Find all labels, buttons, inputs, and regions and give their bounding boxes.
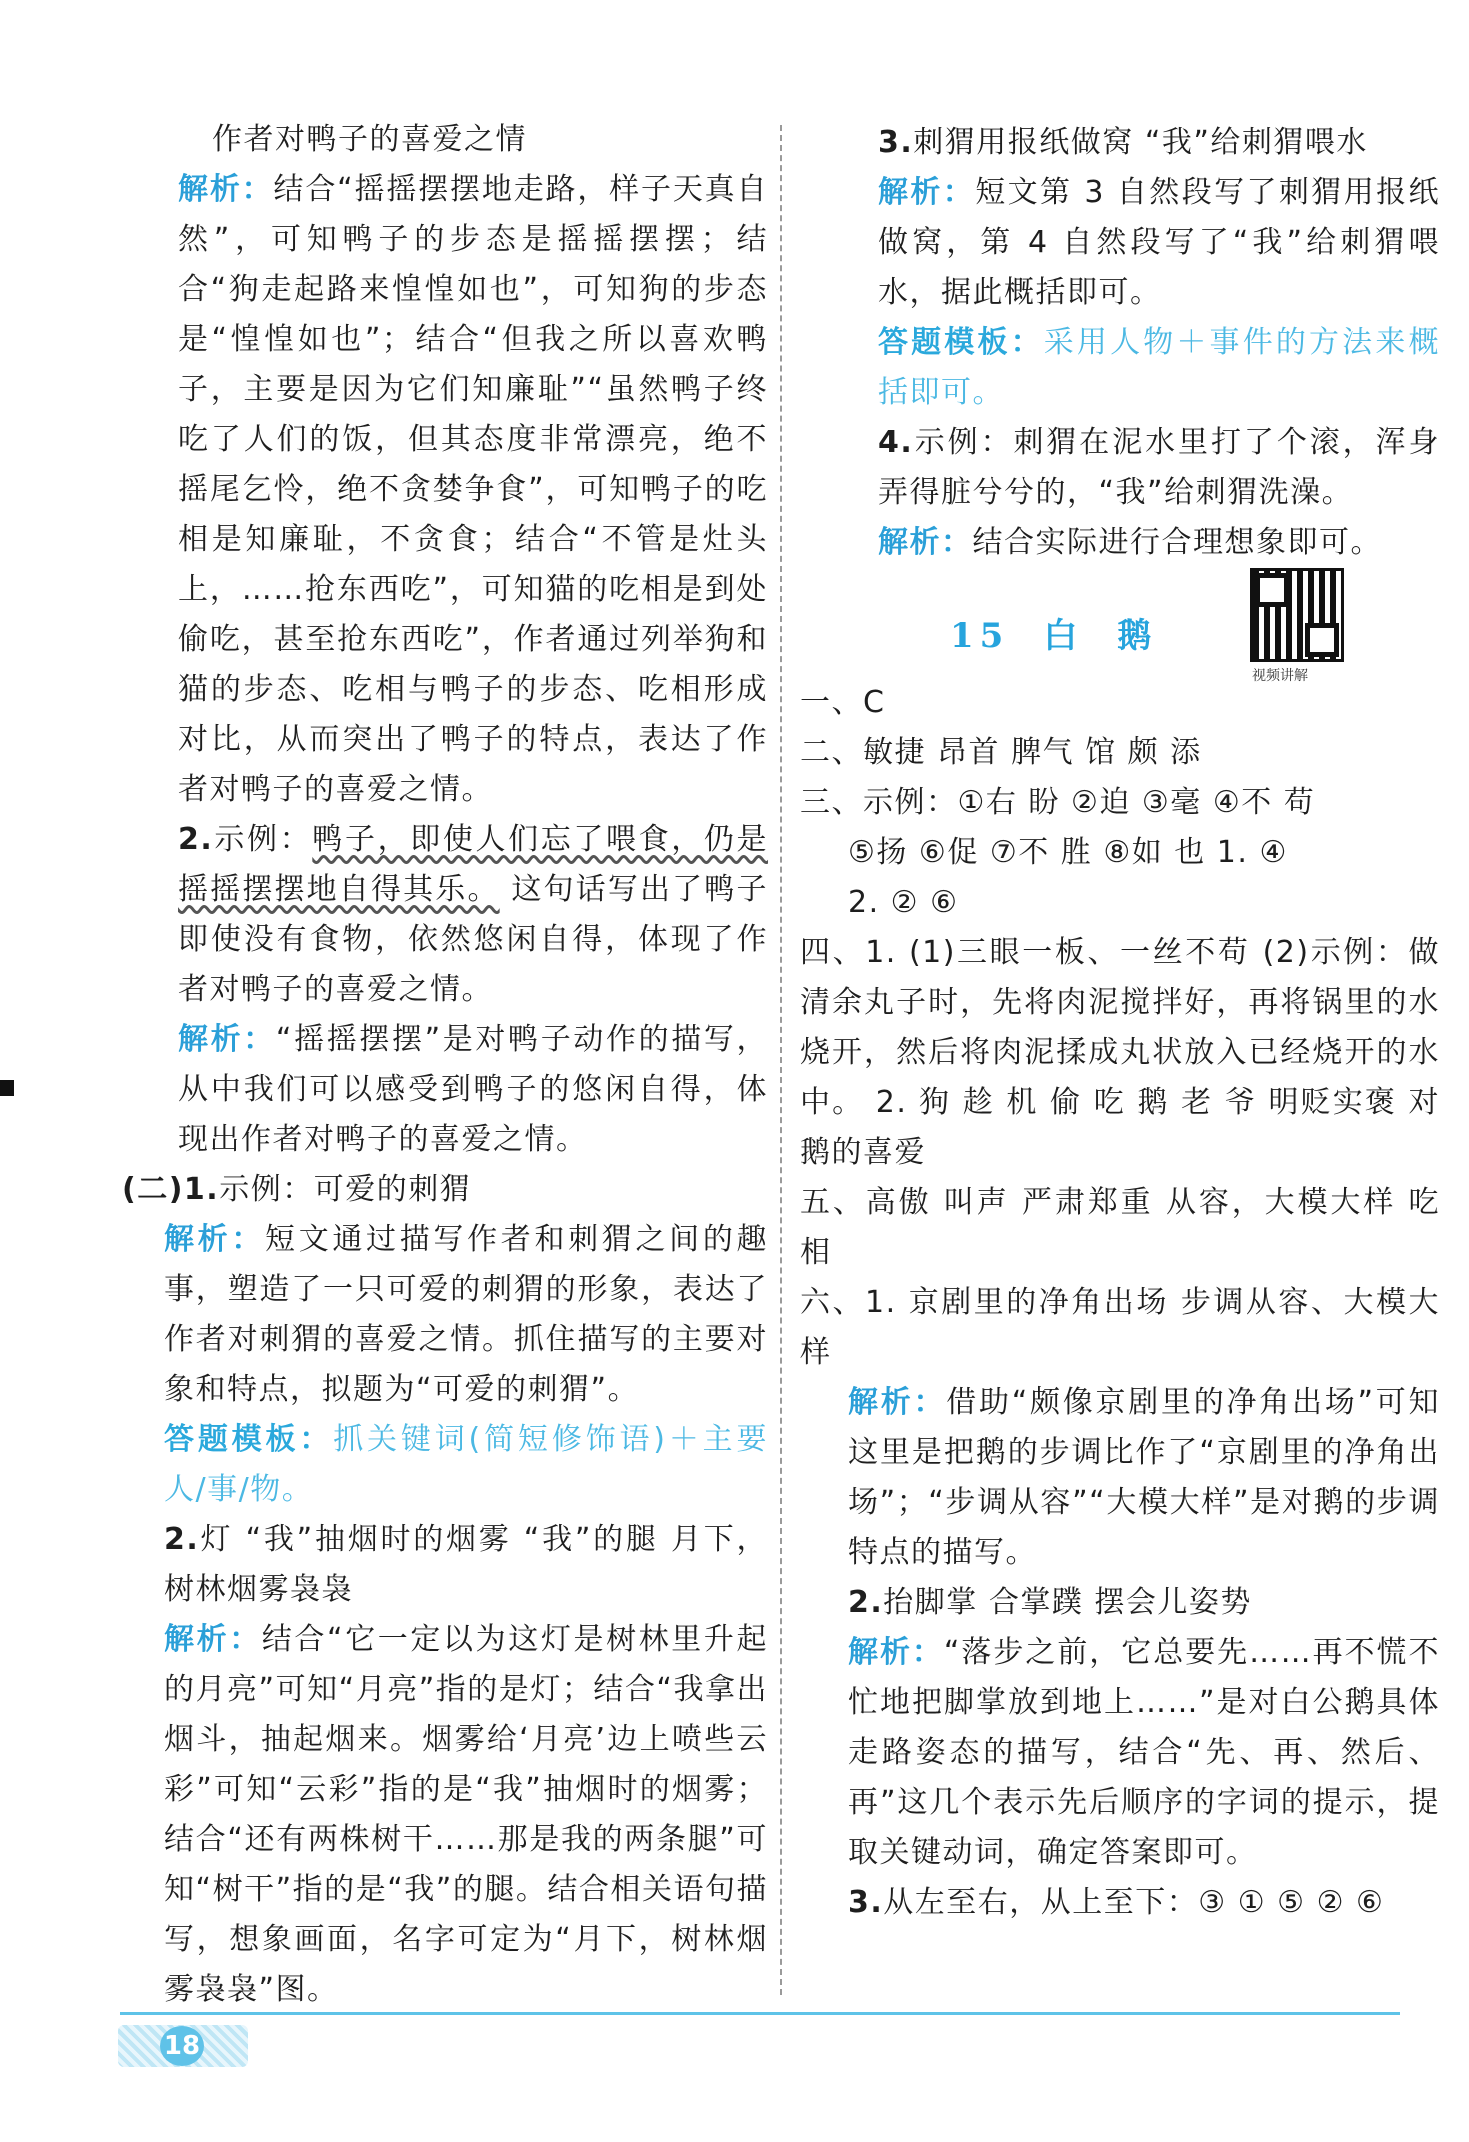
section-3-line2: ⑤扬 ⑥促 ⑦不 胜 ⑧如 也 1. ④ (848, 835, 1288, 870)
section-1: 一、C (800, 685, 886, 720)
item-number: 3. (878, 125, 914, 160)
underlined-sentence: 鸭子，即使人们忘了喂食，仍是摇摇摆摆地自得其乐。 (178, 822, 769, 907)
analysis-text: 结合实际进行合理想象即可。 (972, 525, 1382, 560)
analysis-text: “落步之前，它总要先……再不慌不忙地把脚掌放到地上……”是对白公鹅具体走路姿态的描写，结合“先、再、然后、再”这几个表示先后顺序的字词的提示，提取关键动词，确定答案即可。 (848, 1635, 1440, 1870)
analysis-label: 解析： (878, 525, 973, 560)
item-number: 3. (848, 1885, 884, 1920)
lesson-title-char: 鹅 (1117, 616, 1158, 656)
qr-code-icon[interactable] (1250, 568, 1344, 662)
section-6: 六、1. 京剧里的净角出场 步调从容、大模大样 (800, 1285, 1440, 1370)
page-number: 18 (160, 2026, 204, 2066)
answer-item-2-1 (122, 1165, 768, 1215)
analysis-label: 解析： (178, 172, 274, 207)
analysis-paragraph (178, 165, 768, 815)
analysis-paragraph (164, 1615, 768, 2015)
section-3-line3: 2. ② ⑥ (848, 885, 959, 920)
item-number: 2. (178, 822, 214, 857)
template-paragraph (164, 1415, 768, 1515)
analysis-label: 解析： (878, 175, 976, 210)
answer-item-2-2 (164, 1515, 768, 1615)
analysis-label: 解析： (164, 1622, 262, 1657)
template-label: 答题模板： (878, 325, 1044, 360)
section-5: 五、高傲 叫声 严肃郑重 从容，大模大样 吃相 (800, 1185, 1440, 1270)
answer-text: 示例：可爱的刺猬 (219, 1172, 472, 1207)
template-text: 采用人物＋事件的方法来概括即可。 (878, 325, 1440, 410)
qr-caption: 视频讲解 (1252, 668, 1308, 684)
answer-prefix: 示例： (213, 822, 313, 857)
analysis-text: 短文第 3 自然段写了刺猬用报纸做窝，第 4 自然段写了“我”给刺猬喂水，据此概括即可。 (878, 175, 1441, 310)
item-number: (二)1. (122, 1172, 220, 1207)
footer-rule (120, 2012, 1400, 2015)
answer-text: 抬脚掌 合掌蹼 摆会儿姿势 (883, 1585, 1252, 1620)
item-number: 4. (878, 425, 914, 460)
answer-item-2 (178, 815, 768, 1015)
analysis-paragraph (800, 1378, 1440, 1578)
analysis-paragraph (178, 1015, 768, 1165)
answer-text: 灯 “我”抽烟时的烟雾 “我”的腿 月下，树林烟雾袅袅 (164, 1522, 768, 1607)
analysis-paragraph (800, 1628, 1440, 1878)
section-3-line1: 三、示例：①右 盼 ②迫 ③毫 ④不 苟 (800, 785, 1316, 820)
analysis-paragraph (800, 168, 1440, 318)
lesson-header (800, 568, 1440, 684)
analysis-paragraph (800, 518, 1440, 568)
template-paragraph (800, 318, 1440, 418)
section-4: 四、1. (1)三眼一板、一丝不苟 (2)示例：做清余丸子时，先将肉泥搅拌好，再将锅里的水烧开，然后将肉泥揉成丸状放入已经烧开的水中。 2. 狗 趁 机 偷 吃 鹅 老 爷 明贬实褒 对鹅的喜爱 (800, 935, 1440, 1170)
answer-item-3 (800, 118, 1440, 168)
answer-text: 示例：刺猬在泥水里打了个滚，浑身弄得脏兮兮的，“我”给刺猬洗澡。 (878, 425, 1440, 510)
answer-item-4 (800, 418, 1440, 518)
template-text: 抓关键词(简短修饰语)＋主要人/事/物。 (164, 1422, 769, 1507)
section-2: 二、敏捷 昂首 脾气 馆 颇 添 (800, 735, 1202, 770)
analysis-text: 短文通过描写作者和刺猬之间的趣事，塑造了一只可爱的刺猬的形象，表达了作者对刺猬的喜爱之情。抓住描写的主要对象和特点，拟题为“可爱的刺猬”。 (164, 1222, 769, 1407)
right-column (800, 118, 1440, 1928)
answer-text: 从左至右，从上至下：③ ① ⑤ ② ⑥ (883, 1885, 1385, 1920)
analysis-text: 结合“它一定以为这灯是树林里升起的月亮”可知“月亮”指的是灯；结合“我拿出烟斗，抽起烟来。烟雾给‘月亮’边上喷些云彩”可知“云彩”指的是“我”抽烟时的烟雾；结合“还有两株树干……那是我的两条腿”可知“树干”指的是“我”的腿。结合相关语句描写，想象画面，名字可定为“月下，树林烟雾袅袅”图。 (164, 1622, 768, 2007)
lesson-number: 15 (950, 616, 1010, 656)
lesson-title (950, 608, 1191, 657)
section-6-item-3 (800, 1878, 1440, 1928)
answer-text: 作者对鸭子的喜爱之情 (212, 122, 527, 157)
item-number: 2. (848, 1585, 884, 1620)
analysis-label: 解析： (164, 1222, 266, 1257)
item-number: 2. (164, 1522, 200, 1557)
analysis-text: 借助“颇像京剧里的净角出场”可知这里是把鹅的步调比作了“京剧里的净角出场”；“步调从容”“大模大样”是对鹅的步调特点的描写。 (848, 1385, 1440, 1570)
answer-text: 刺猬用报纸做窝 “我”给刺猬喂水 (913, 125, 1368, 160)
section-6-item-2 (800, 1578, 1440, 1628)
analysis-paragraph (164, 1215, 768, 1415)
edge-mark (0, 1080, 14, 1096)
answer-text: 这句话写出了鸭子即使没有食物，依然悠闲自得，体现了作者对鸭子的喜爱之情。 (178, 872, 768, 1007)
template-label: 答题模板： (164, 1422, 334, 1457)
analysis-label: 解析： (848, 1385, 947, 1420)
analysis-label: 解析： (848, 1635, 944, 1670)
column-divider (780, 125, 782, 1995)
left-column (122, 115, 769, 2015)
analysis-text: 结合“摇摇摆摆地走路，样子天真自然”，可知鸭子的步态是摇摇摆摆；结合“狗走起路来惶惶如也”，可知狗的步态是“惶惶如也”；结合“但我之所以喜欢鸭子，主要是因为它们知廉耻”“虽然鸭子终吃了人们的饭，但其态度非常漂亮，绝不摇尾乞怜，绝不贪婪争食”，可知鸭子的吃相是知廉耻，不贪食；结合“不管是灶头上，……抢东西吃”，可知猫的吃相是到处偷吃，甚至抢东西吃”，作者通过列举狗和猫的步态、吃相与鸭子的步态、吃相形成对比，从而突出了鸭子的特点，表达了作者对鸭子的喜爱之情。 (178, 172, 769, 807)
lesson-title-char: 白 (1043, 616, 1084, 656)
analysis-text: “摇摇摆摆”是对鸭子动作的描写，从中我们可以感受到鸭子的悠闲自得，体现出作者对鸭子的喜爱之情。 (178, 1022, 768, 1157)
analysis-label: 解析： (178, 1022, 276, 1057)
